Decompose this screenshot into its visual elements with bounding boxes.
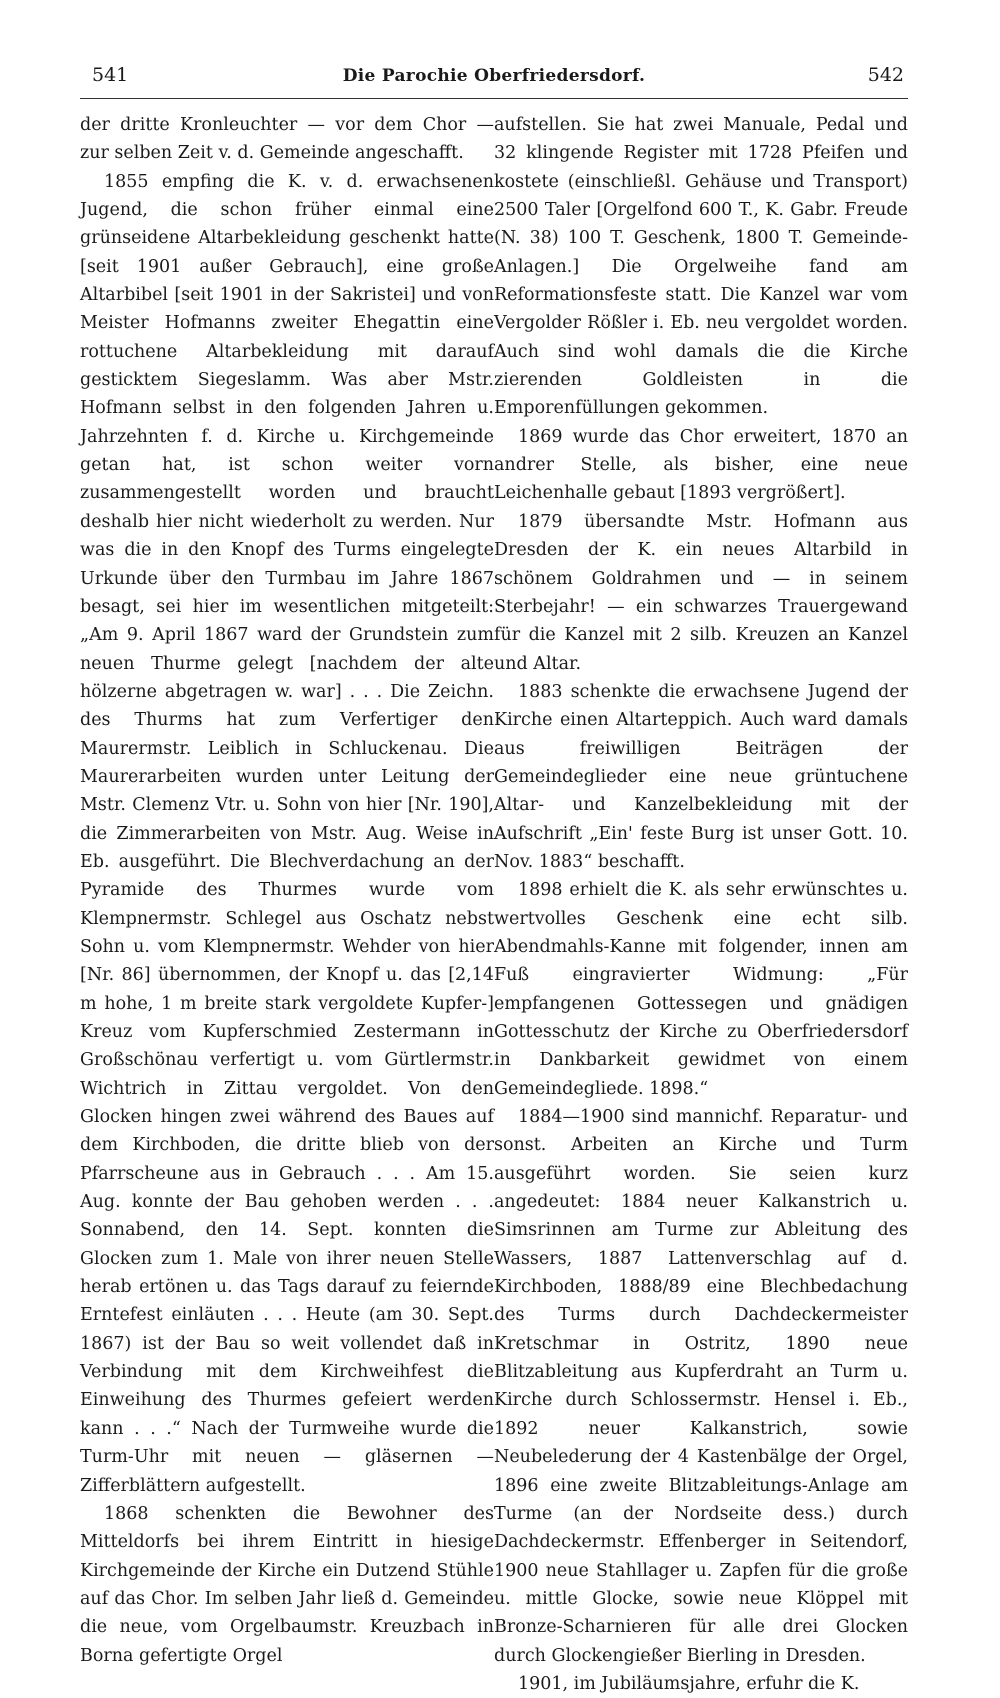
paragraph: 1901, im Jubiläumsjahre, erfuhr die K. [518,1673,860,1694]
right-column [494,111,908,1698]
text-columns [80,111,908,1698]
paragraph: 1883 schenkte die erwachsene Jugend der Kirche einen Altarteppich. Auch ward damals aus freiwilligen Beiträgen der Gemeindeglieder eine neue grüntuchene Altar- und Kanzelbekleidung mit der Aufschrift „Ein' feste Burg ist unser Gott. 10. Nov. 1883“ beschafft. [494,681,908,872]
paragraph: der dritte Kronleuchter — vor dem Chor — zur selben Zeit v. d. Gemeinde angeschafft. [80,115,494,164]
page-number-left: 541 [92,64,129,86]
page-number-right: 542 [867,64,904,86]
paragraph: 1868 schenkten die Bewohner des Mitteldorfs bei ihrem Eintritt in hiesige Kirchgemeinde der Kirche ein Dutzend Stühle auf das Chor. Im selben Jahr ließ d. Gemeinde die neue, vom Orgelbaumstr. Kreuzbach in Borna gefertigte Orgel [80,1503,494,1666]
paragraph: 1879 übersandte Mstr. Hofmann aus Dresden der K. ein neues Altarbild in schönem Goldrahmen und — in seinem Sterbejahr! — ein schwarzes Trauergewand für die Kanzel mit 2 silb. Kreuzen an Kanzel und Altar. [494,511,908,674]
page-header [80,58,908,99]
paragraph: aufstellen. Sie hat zwei Manuale, Pedal und 32 klingende Register mit 1728 Pfeifen und kostete (einschließl. Gehäuse und Transport) 2500 Taler [Orgelfond 600 T., K. Gabr. Freude (N. 38) 100 T. Geschenk, 1800 T. Gemeinde-Anlagen.] Die Orgelweihe fand am Reformationsfeste statt. Die Kanzel war vom Vergolder Rößler i. Eb. neu vergoldet worden. Auch sind wohl damals die die Kirche zierenden Goldleisten in die Emporenfüllungen gekommen. [494,115,908,419]
paragraph: 1884—1900 sind mannichf. Reparatur- und sonst. Arbeiten an Kirche und Turm ausgeführt worden. Sie seien kurz angedeutet: 1884 neuer Kalkanstrich u. Simsrinnen am Turme zur Ableitung des Wassers, 1887 Lattenverschlag auf d. Kirchboden, 1888/89 eine Blechbedachung des Turms durch Dachdeckermeister Kretschmar in Ostritz, 1890 neue Blitzableitung aus Kupferdraht an Turm u. Kirche durch Schlossermstr. Hensel i. Eb., 1892 neuer Kalkanstrich, sowie Neubelederung der 4 Kastenbälge der Orgel, 1896 eine zweite Blitzableitungs-Anlage am Turme (an der Nordseite dess.) durch Dachdeckermstr. Effenberger in Seitendorf, 1900 neue Stahllager u. Zapfen für die große u. mittle Glocke, sowie neue Klöppel mit Bronze-Scharnieren für alle drei Glocken durch Glockengießer Bierling in Dresden. [494,1107,908,1666]
left-column [80,111,494,1698]
running-title: Die Parochie Oberfriedersdorf. [342,66,646,86]
paragraph: 1855 empfing die K. v. d. erwachsenen Jugend, die schon früher einmal eine grünseidene Altarbekleidung geschenkt hatte [seit 1901 außer Gebrauch], eine große Altarbibel [seit 1901 in der Sakristei] und von Meister Hofmanns zweiter Ehegattin eine rottuchene Altarbekleidung mit darauf gesticktem Siegeslamm. Was aber Mstr. Hofmann selbst in den folgenden Jahren u. Jahrzehnten f. d. Kirche u. Kirchgemeinde getan hat, ist schon weiter vorn zusammengestellt worden und braucht deshalb hier nicht wiederholt zu werden. Nur was die in den Knopf des Turms eingelegte Urkunde über den Turmbau im Jahre 1867 besagt, sei hier im wesentlichen mitgeteilt: „Am 9. April 1867 ward der Grundstein zum neuen Thurme gelegt [nachdem der alte hölzerne abgetragen w. war] . . . Die Zeichn. des Thurms hat zum Verfertiger den Maurermstr. Leiblich in Schluckenau. Die Maurerarbeiten wurden unter Leitung der Mstr. Clemenz Vtr. u. Sohn von hier [Nr. 190], die Zimmerarbeiten von Mstr. Aug. Weise in Eb. ausgeführt. Die Blechverdachung an der Pyramide des Thurmes wurde vom Klempnermstr. Schlegel aus Oschatz nebst Sohn u. vom Klempnermstr. Wehder von hier [Nr. 86] übernommen, der Knopf u. das [2,14 m hohe, 1 m breite stark vergoldete Kupfer-] Kreuz vom Kupferschmied Zestermann in Großschönau verfertigt u. vom Gürtlermstr. Wichtrich in Zittau vergoldet. Von den Glocken hingen zwei während des Baues auf dem Kirchboden, die dritte blieb von der Pfarrscheune aus in Gebrauch . . . Am 15. Aug. konnte der Bau gehoben werden . . . Sonnabend, den 14. Sept. konnten die Glocken zum 1. Male von ihrer neuen Stelle herab ertönen u. das Tags darauf zu feiernde Erntefest einläuten . . . Heute (am 30. Sept. 1867) ist der Bau so weit vollendet daß in Verbindung mit dem Kirchweihfest die Einweihung des Thurmes gefeiert werden kann . . .“ Nach der Turmweihe wurde die Turm-Uhr mit neuen — gläsernen — Zifferblättern aufgestellt. [80,171,494,1496]
paragraph: 1869 wurde das Chor erweitert, 1870 an andrer Stelle, als bisher, eine neue Leichenhalle gebaut [1893 vergrößert]. [494,426,908,504]
paragraph: 1898 erhielt die K. als sehr erwünschtes u. wertvolles Geschenk eine echt silb. Abendmahls-Kanne mit folgender, innen am Fuß eingravierter Widmung: „Für empfangenen Gottessegen und gnädigen Gottesschutz der Kirche zu Oberfriedersdorf in Dankbarkeit gewidmet von einem Gemeindegliede. 1898.“ [494,880,908,1099]
